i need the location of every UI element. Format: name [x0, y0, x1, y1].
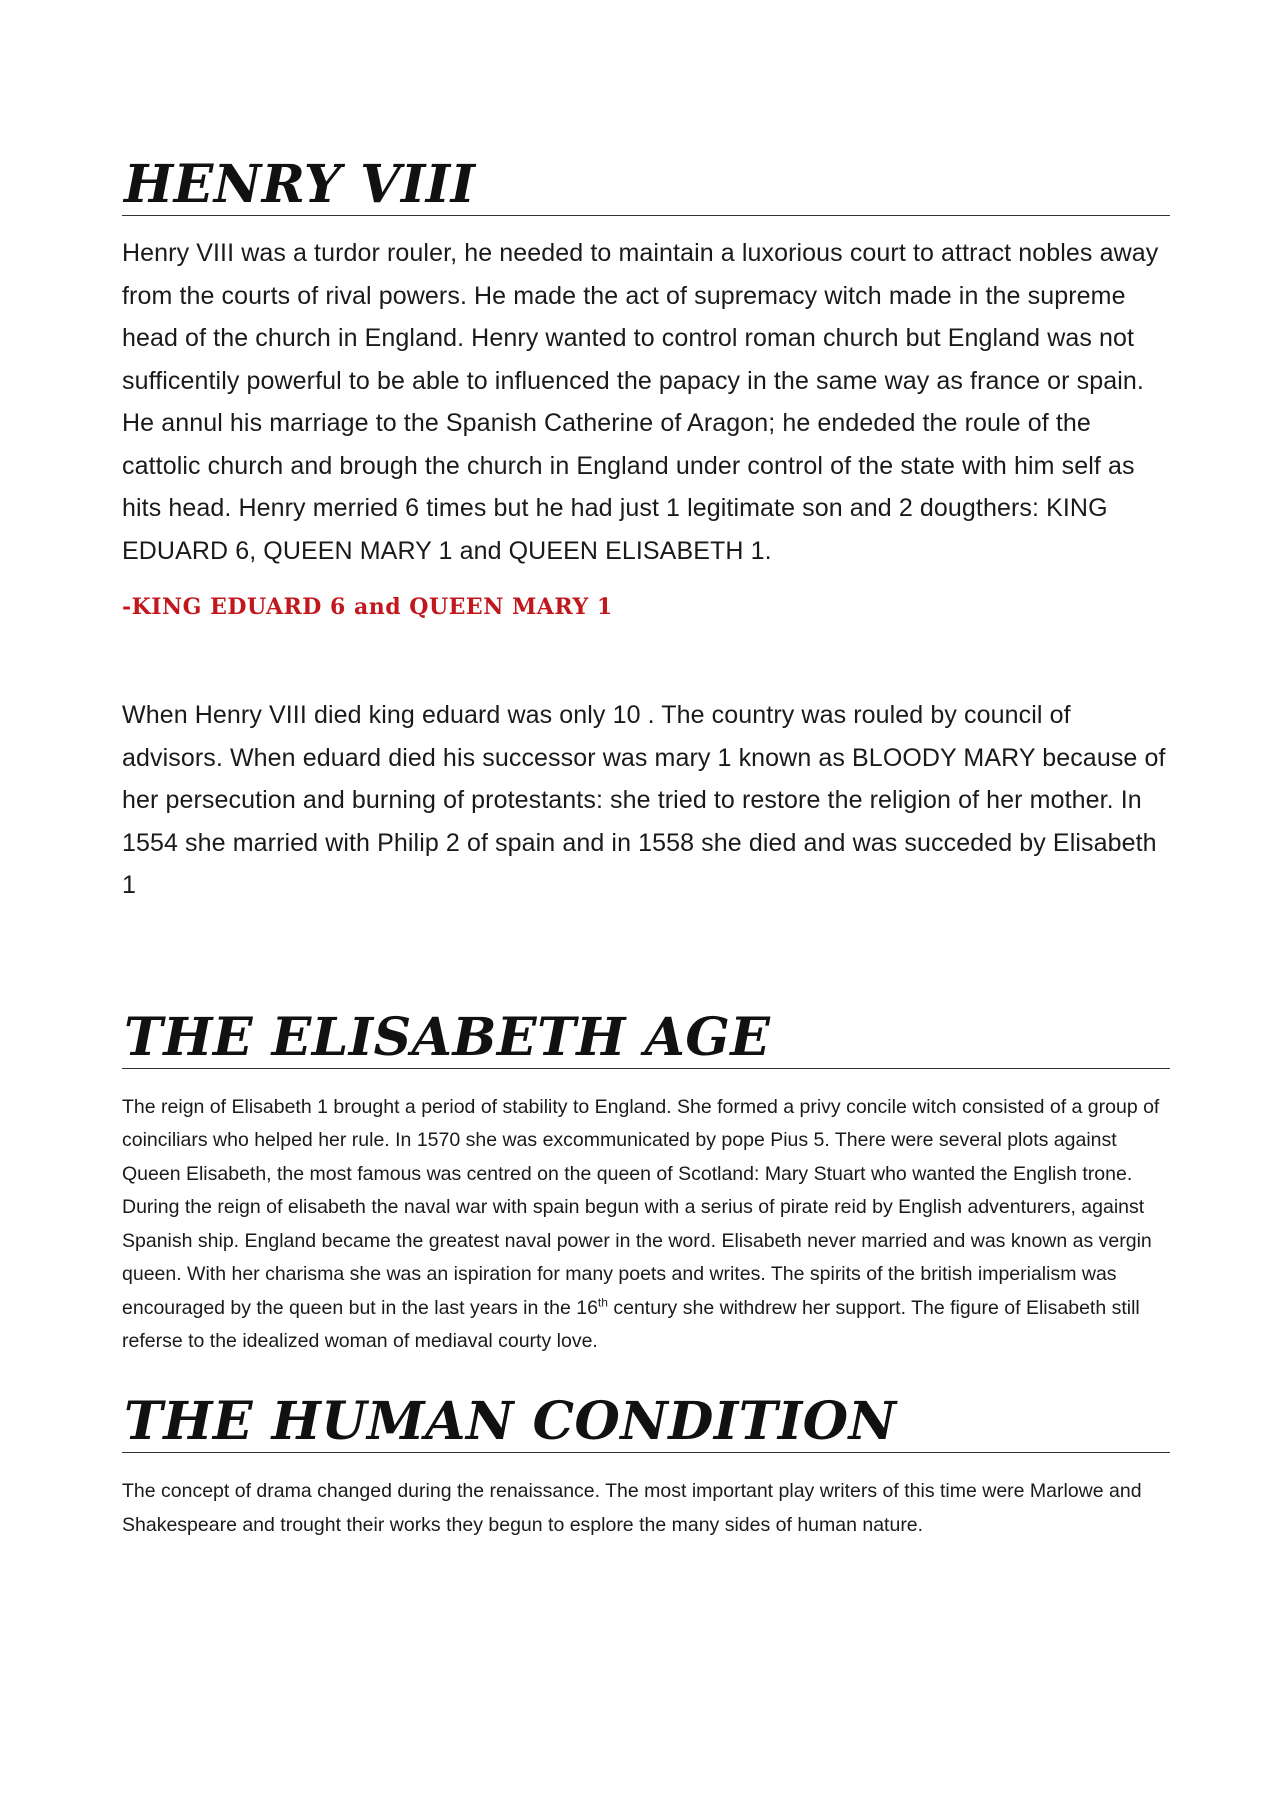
heading-elisabeth-age: THE ELISABETH AGE: [122, 1009, 1170, 1069]
heading-human-condition: THE HUMAN CONDITION: [122, 1393, 1170, 1453]
heading-henry-viii: HENRY VIII: [122, 156, 1170, 216]
document-page: [122, 0, 1170, 1542]
paragraph-elisabeth-part2: century she withdrew her support. The figure of Elisabeth still referse to the idealized woman of mediaval courty love.: [122, 1296, 1140, 1353]
paragraph-elisabeth-part1: The reign of Elisabeth 1 brought a period of stability to England. She formed a privy concile witch consisted of a group of coinciliars who helped her rule. In 1570 she was excommunicated by pope Pius 5. There were several plots against Queen Elisabeth, the most famous was centred on the queen of Scotland: Mary Stuart who wanted the English trone. During the reign of elisabeth the naval war with spain begun with a serius of pirate reid by English adventurers, against Spanish ship. England became the greatest naval power in the word. Elisabeth never married and was known as vergin queen. With her charisma she was an ispiration for many poets and writes. The spirits of the british imperialism was encouraged by the queen but in the last years in the 16: [122, 1095, 1160, 1319]
paragraph-eduard-mary: When Henry VIII died king eduard was only 10 . The country was rouled by council of advisors. When eduard died his successor was mary 1 known as BLOODY MARY because of her persecution and burning of protestants: she tried to restore the religion of her mother. In 1554 she married with Philip 2 of spain and in 1558 she died and was succeded by Elisabeth 1: [122, 701, 1166, 900]
subheading-eduard-mary: -KING EDUARD 6 and QUEEN MARY 1: [122, 594, 613, 621]
paragraph-elisabeth-age: [122, 1091, 1170, 1359]
paragraph-human-condition: The concept of drama changed during the renaissance. The most important play writers of this time were Marlowe and Shakespeare and trought their works they begun to esplore the many sides of human nature.: [122, 1480, 1142, 1536]
paragraph-henry-viii: Henry VIII was a turdor rouler, he needed to maintain a luxorious court to attract nobles away from the courts of rival powers. He made the act of supremacy witch made in the supreme head of the church in England. Henry wanted to control roman church but England was not sufficentily powerful to be able to influenced the papacy in the same way as france or spain. He annul his marriage to the Spanish Catherine of Aragon; he endeded the roule of the cattolic church and brough the church in England under control of the state with him self as hits head. Henry merried 6 times but he had just 1 legitimate son and 2 dougthers: KING EDUARD 6, QUEEN MARY 1 and QUEEN ELISABETH 1.: [122, 239, 1159, 565]
ordinal-suffix: th: [597, 1295, 608, 1310]
